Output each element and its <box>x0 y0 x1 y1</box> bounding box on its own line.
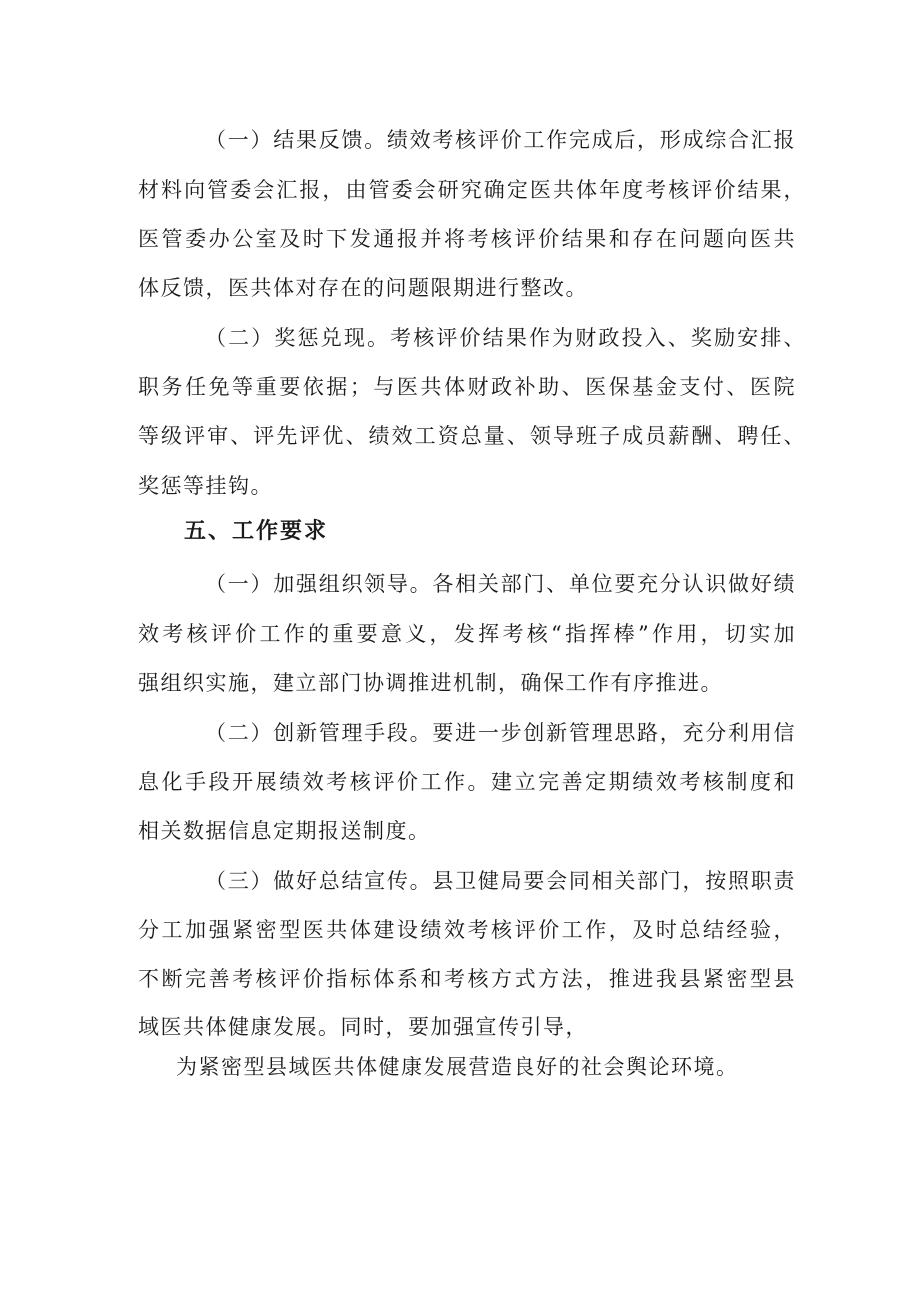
paragraph-publicity-line-1: （三）做好总结宣传。县卫健局要会同相关部门，按照职责 <box>205 869 796 893</box>
paragraph-result-feedback-line-3: 医管委办公室及时下发通报并将考核评价结果和存在问题向医共 <box>138 227 796 251</box>
paragraph-organization-line-2: 效考核评价工作的重要意义，发挥考核“指挥棒”作用，切实加 <box>138 622 796 646</box>
paragraph-reward-punishment-line-3: 等级评审、评先评优、绩效工资总量、领导班子成员薪酬、聘任、 <box>138 424 806 448</box>
paragraph-publicity-line-2: 分工加强紧密型医共体建设绩效考核评价工作，及时总结经验， <box>138 918 796 942</box>
paragraph-publicity-line-3: 不断完善考核评价指标体系和考核方式方法，推进我县紧密型县 <box>138 967 796 991</box>
paragraph-result-feedback-line-2: 材料向管委会汇报，由管委会研究确定医共体年度考核评价结果， <box>138 178 806 202</box>
paragraph-publicity-line-4: 域医共体健康发展。同时，要加强宣传引导， <box>138 1015 588 1039</box>
section-heading-work-requirements: 五、工作要求 <box>184 519 329 544</box>
paragraph-organization-line-1: （一）加强组织领导。各相关部门、单位要充分认识做好绩 <box>205 572 796 596</box>
paragraph-innovation-line-2: 息化手段开展绩效考核评价工作。建立完善定期绩效考核制度和 <box>138 770 796 794</box>
paragraph-reward-punishment-line-1: （二）奖惩兑现。考核评价结果作为财政投入、奖励安排、 <box>205 326 806 350</box>
paragraph-result-feedback-line-4: 体反馈，医共体对存在的问题限期进行整改。 <box>138 276 588 300</box>
paragraph-innovation-line-3: 相关数据信息定期报送制度。 <box>138 819 431 843</box>
paragraph-publicity-line-5: 为紧密型县域医共体健康发展营造良好的社会舆论环境。 <box>176 1055 739 1079</box>
paragraph-organization-line-3: 强组织实施，建立部门协调推进机制，确保工作有序推进。 <box>138 671 723 695</box>
paragraph-reward-punishment-line-4: 奖惩等挂钩。 <box>138 474 273 498</box>
paragraph-result-feedback-line-1: （一）结果反馈。绩效考核评价工作完成后，形成综合汇报 <box>205 128 796 152</box>
paragraph-reward-punishment-line-2: 职务任免等重要依据；与医共体财政补助、医保基金支付、医院 <box>138 375 796 399</box>
paragraph-innovation-line-1: （二）创新管理手段。要进一步创新管理思路，充分利用信 <box>205 721 796 745</box>
